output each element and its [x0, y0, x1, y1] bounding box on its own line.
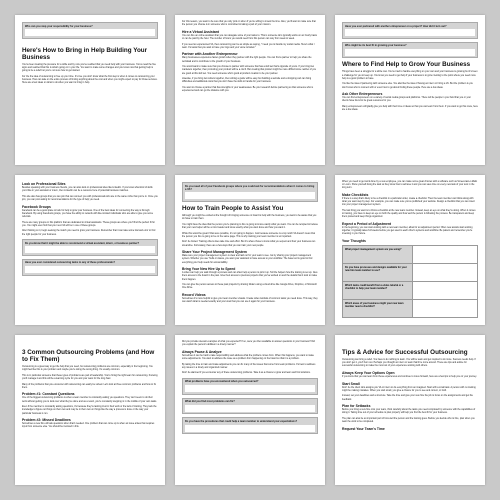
- paragraph: The plan can also be an important part of how well the person and the training goes. Before you decide who to hire, plan when you want the work to be completed.: [342, 417, 475, 424]
- subheading: Partner with Another Entrepreneur: [182, 52, 238, 57]
- paragraph: There are many groups on this platform that are dedicated to virtual assistants. These groups are where you'll find the perfect fit for you. You might even find that your next VA will be in one of these groups.: [22, 221, 155, 227]
- paragraph: Many entrepreneurs will gladly give you help with their time or ideas so that you can learn from them. If you want to go this route, here are a few ideas.: [342, 106, 478, 112]
- paragraph: Did you provide relevant examples of what you expected? If so, were you then available to answer questions in your business? Did you explain the person's abilities in a timely manner?: [182, 341, 315, 347]
- question-box: Do you know that it might be able to recommend a virtual assistant, intern, or business partner?: [22, 239, 158, 256]
- paragraph: For this reason, you want to be sure that you only pick on when if you're willing to invest the time. Also, you'll want to make sure that the person you choose is in someone who is committed to taking a part of your mission.: [182, 21, 316, 27]
- subheading: Problem #2: Missed Deadlines: [22, 418, 71, 423]
- paragraph: You might have the idea that the person you're planning to hire is going to know exactly what you want. You can be tempted to believe that your new helper will be a mind reader and know exactly what you want done and how you want it.: [182, 223, 318, 229]
- paragraph: Sometimes a new hire will ask questions when that's needed. One problem that can come up is when an issue arises that requires input from someone else. You should be involved in this.: [22, 423, 155, 429]
- table-row: Do you have processes and designs available for your new hire team member to use?: [343, 263, 477, 281]
- paragraph: If there is a step that's likely to be a checklist in a particular order, create a checklist. Then the team member can follow along with what you want step by step. For example, you can make sure you've published your website. Design a checklist that you can insert into your project management system.: [342, 198, 475, 207]
- subheading: Share Your Project Management System: [182, 250, 247, 255]
- subheading: Request Your Team's Time: [342, 426, 385, 431]
- question-box: Have you ever considered outsourcing tasks to any of these professionals?: [22, 259, 158, 276]
- paragraph: Even if the member is constantly asking questions, it's because they're lacking trust in their work or the lack of training. They lack the knowledge to figure out things on their own and may be in their own on things like the way a process is done or the way your particular business is run.: [22, 406, 157, 415]
- page-9: [335, 335, 485, 485]
- paragraph: You've been treating the pressure for a while and by now you've realized that you need help with your business. You've read the five signs and realized that this is what's going on in your life. You want to make some changes and you know now that getting help is going to be a relief but you're not sure how to get started.: [22, 63, 156, 73]
- question-box: Have you ever partnered with another entrepreneur on a project? How did it turn out?: [342, 22, 478, 39]
- answer-field[interactable]: [345, 29, 475, 36]
- answer-field[interactable]: [25, 246, 155, 253]
- paragraph: Don't be the client who assigns you VA or intern to do everything from an imagined. Start with a small task. A person with no training might be making mistakes. When you start small, you give a chance for you to see and correct, or both.: [342, 386, 476, 392]
- page-heading: 3 Common Outsourcing Problems (and How to Fix Them): [22, 349, 155, 363]
- paragraph: Outsourcing can bring a relief. You have to do nothing to learn. You will be team and get inspired to do more. Success needs help. If you don't get it, you'll burn out. Perhaps you thought an intern or team that'd be more around. These are tips and advice for successful outsourcing to make the most out of your experience working with others.: [342, 359, 476, 368]
- subheading: Always Pause & Analyze: [182, 349, 222, 354]
- answer-field[interactable]: [185, 385, 315, 392]
- question-box: Do you need all of your Facebook groups where you could ask for recommendations when it comes to hiring a VA?: [182, 182, 318, 202]
- question-box: What did you find most problems can fix?: [182, 398, 318, 415]
- paragraph: If you need an experienced VA, then outsourcing can be as simple as saying, "I need you to handle my social media. Here's what I want. It's tasks that you want to have your logo and your voice included.": [182, 43, 315, 49]
- subheading: Problem #1: Constant Questions: [22, 392, 75, 397]
- subheading: Always Keep Your Options Open: [342, 371, 395, 375]
- table-row: What project management system are you using?: [343, 246, 477, 263]
- paragraph: After thinking on it, begin seeking the match you need to grow your business. Remember that it can take some trial and error to find the right people for your business.: [22, 230, 156, 236]
- page-heading: Where to Find Help to Grow Your Business: [342, 61, 471, 69]
- answer-cell[interactable]: [413, 282, 478, 299]
- paragraph: Sometimes it's more helpful to give your team member visuals. Create video tutorials of common tasks you need done. This way, they can watch what is needed exactly and you know that you can use it again for your business.: [182, 297, 318, 304]
- thoughts-table: [342, 245, 478, 318]
- paragraph: Instead, set your deadlines and a structure. Take the time and give your new hire the job to focus on the assignments and get the feedback.: [342, 395, 473, 401]
- paragraph: You would want to make sure that you choose to partner with someone that has a skill set that's opposite of yours. If you bring two marketers together, then promoting your product will be a cinch. But creating that product might be more difficult since neither of you are good at this skill set. You need someone who's good at product creation to be your partner.: [182, 66, 317, 75]
- subheading: Plan for Setbacks: [342, 404, 371, 409]
- paragraph: Many businesses experience faster growth when they partner with the right people. You can find a partner to help you share the workload and to contribute to the growth of your business.: [182, 57, 312, 63]
- answer-field[interactable]: [185, 405, 315, 412]
- paragraph: A video can help you walk through a process and can often help a person to pick it up. Tell the helpers how the training is set up. Give them access to the board in the past. Give their access to previous projects that you've worked on and the details that it took to make them happen.: [182, 272, 318, 281]
- page-2: [175, 15, 325, 165]
- paragraph: You want to choose a partner that has strengths in your weaknesses. Be your research before partnering so that someone who is experienced and can go the distance with you.: [182, 86, 314, 93]
- paragraph: Outsourcing is a great way to get the help that you need, but outsourcing problems are common, especially in the beginning. You might feel like this is your problem and maybe you're doing the wrong thing. It's usually common.: [22, 366, 153, 372]
- table-row: Which tasks could benefit from a video tutorial or a checklist to help your team member?: [343, 281, 477, 299]
- paragraph: Don't be fooled. Training others does take time and effort. But it's where those to know what you expect and how your business can streamline. Fortunately, there are a few ways that you can train your new people.: [182, 241, 316, 247]
- answer-field[interactable]: [185, 425, 315, 432]
- paragraph: This site also has groups that you can join that can connect you with professionals who are in the same niche that you're in. Once you join, you can post asking for recommendations for the type of help you need.: [22, 195, 158, 201]
- paragraph: Likewise, if you bring two writers together, then writing a guide will be easy but building a website and a shopping cart can bring difficulties and additional costs that you don't have the skills to handle for your business.: [182, 78, 312, 84]
- page-heading: How to Train People to Assist You: [182, 204, 284, 212]
- subheading: Make Checklists: [342, 193, 369, 197]
- question-box: What problems have you encountered when you outsourced?: [182, 378, 318, 395]
- paragraph: While this would be great if that were possible, it's not going to happen. Just because someone is a top notch VA doesn't mean that the person you hire is going to be on the same page. This is why training your team member is so important.: [182, 232, 315, 238]
- paragraph: You can hire an online assistant that you can delegate some of your tasks to. This is someone who typically works on an hourly basis or can be paid by the hour. The number of hours you would need from this person can vary from week to week.: [182, 34, 317, 40]
- paragraph: Besides speaking with your business friends, you can also look on professional sites like LinkedIn. If you know what kind of skills you'd like in your assistant or intern, then LinkedIn can be a resource here of potential business matches.: [22, 187, 153, 193]
- answer-field[interactable]: [25, 266, 155, 273]
- table-title: Your Thoughts: [342, 239, 366, 243]
- page-5: [175, 175, 325, 325]
- question-box: Who can you step your responsibility for your business?: [22, 22, 158, 39]
- subheading: Ask Other Entrepreneurs: [342, 92, 383, 97]
- paragraph: You like the idea of partnering with someone else. You also like the idea of having an intern or hiring a VA. But the problem is you don't know who to connect with or even how to go about finding these people. Here are a few ideas.: [342, 83, 473, 89]
- paragraph: You can find entrepreneurs on a variety of social media groups and platforms. There will be people in your field that you or your clients have found to be great resources for you.: [342, 97, 471, 103]
- paragraph: You can give the person access to these past projects by sharing folders using a cloud drive like Google Drive, Dropbox, or Microsoft One Drive.: [182, 284, 317, 290]
- paragraph: In the beginning, you can start working with a new team member, allow for an adjustment period. Often new assists start working together, it typically takes 6-8 weeks before you get used to each other's systems and workflow. Be patient and remember you're investing in your future.: [342, 227, 473, 236]
- page-1: [15, 15, 165, 165]
- answer-field[interactable]: [185, 192, 315, 199]
- paragraph: Many of the problems that you encounter with outsourcing can easily be solved. Let's look at three common problems and how to fix them.: [22, 383, 156, 389]
- subheading: Record Videos: [182, 292, 206, 297]
- question-box: Do you have the procedures that could help a team member to understand your expectations?: [182, 417, 318, 434]
- subheading: Look on Professional Sites: [22, 182, 66, 186]
- paragraph: The last thing you want is to throw a checklist at the new team member. Instead, keep an eye on what they're doing. When it comes to training, you have to keep an eye on both the quality and how well the person is following the process. Be transparent and keep them posted and keep things organized.: [342, 210, 476, 219]
- answer-cell[interactable]: [413, 246, 478, 263]
- page-8: [175, 335, 325, 485]
- paragraph: Make sure your project management system is clear and laid out for your team to see. Go by sharing your project management system. Whether you use Trello or Asana, you want your assistant to have access to your workflow. The base tool is good to find everything your help needs for accountability.: [182, 255, 313, 264]
- answer-cell[interactable]: [413, 264, 478, 281]
- paragraph: One of the biggest outsourcing problems is when a team member is constantly asking you questions. They can't seem to do their work without getting you to look over what they've done and as a result, you're constantly stepping in in the middle of your own tasks.: [22, 397, 157, 403]
- answer-field[interactable]: [345, 49, 475, 56]
- paragraph: Although you might be excited at the thought of bringing someone on board to help with the business, you want to be aware that you do have to train them.: [182, 214, 317, 221]
- answer-cell[interactable]: [413, 300, 478, 317]
- subheading: Facebook Groups: [22, 204, 51, 209]
- paragraph: If you know that you can learn from these experiences and continue to move forward, here are a few tips to help you on your journey.: [342, 376, 477, 378]
- paragraph: Facebook can be a good place to look for help to grow your business. One of the best ideas for connecting the way is through Facebook. By using Facebook groups, you have the ability to network with like-minded individuals who are able to give you some referrals.: [22, 209, 153, 218]
- page-heading: Tips & Advice for Successful Outsourcing: [342, 349, 468, 356]
- page-heading: Here's How to Bring in Help Building Your Business: [22, 46, 148, 61]
- subheading: Bring Your New Hire Up to Speed: [182, 267, 236, 272]
- answer-field[interactable]: [25, 29, 155, 36]
- subheading: Expect a Period of Adjustment: [342, 222, 392, 226]
- paragraph: Sometimes it can be hard to take responsibility and address what the problem comes from. When this happens, you want to make some adjustments. You want to address the issue as a problem from happening on the board so that it is a problem.: [182, 354, 314, 360]
- question-box: Who might be its best fit in growing your business?: [342, 42, 478, 59]
- subheading: Hire a Virtual Assistant: [182, 29, 219, 34]
- paragraph: This is in particular someone that these types of problems are part of leadership. You're hiring the right team for outsourcing. Knowing you'll manage it and this will be a learning cycle for you and your team for the long haul.: [22, 374, 158, 380]
- page-7: [15, 335, 165, 485]
- page-6: [335, 175, 485, 325]
- paragraph: Don't be alarmed if you encounter any of these outsourcing problems. Take it as a chance to grow and learn and find solutions.: [182, 372, 311, 375]
- subheading: Start Small: [342, 381, 360, 386]
- paragraph: For the the idea of outsourcing to free up your time. It's true you don't know what the first step is when it comes to outsourcing your business. How can take on the entire process of finding anything about the cost and when you might expect to pay for those services. Here are a few ideas on what to do when you want to bring in help.: [22, 75, 158, 85]
- table-row: Which areas of your business might your new team member need a checklist?: [343, 299, 477, 317]
- paragraph: Things have been a struggle for a while now. You've tried to handle everything on your own and your business is growing but it's been a challenge for you to keep up. You know you need to get help if your business is to grow. Getting to the point where you need more help is a good problem to have.: [342, 71, 478, 80]
- paragraph: By taking the time to train and make adjustments you can fix many of the issues that come from team problems. It's best to address any issues in a timely and organized manner.: [182, 363, 316, 369]
- paragraph: Before you bring a new hire onto your team, think carefully about the tasks you need completed by someone with the capabilities of doing it. Taking time out of your schedule to plan properly will help you find the best fit for your business.: [342, 409, 476, 415]
- page-3: [335, 15, 485, 165]
- page-4: [15, 175, 165, 325]
- paragraph: When you need to get work done by a new employee, you can make some great choices with a software such as Screencast-o-Matic or Loom. Show yourself doing the task so they know how to achieve it and you can save time on every new task of your own in the long term.: [342, 181, 478, 190]
